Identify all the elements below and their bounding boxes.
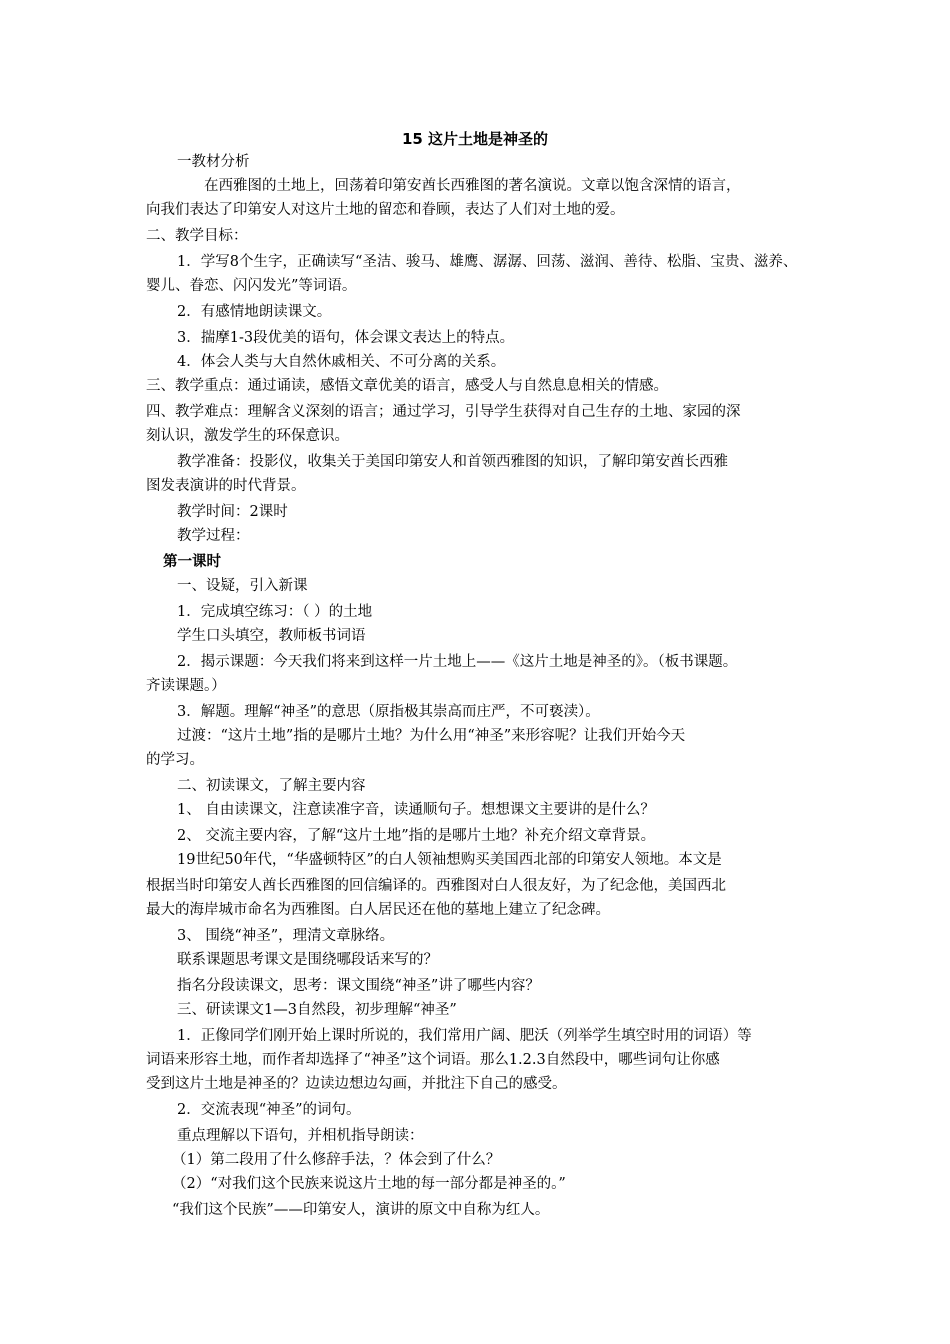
list-item: 3．解题。理解“神圣”的意思（原指极其崇高而庄严，不可亵渎）。: [177, 704, 600, 720]
list-item: 3、 围绕“神圣”，理清文章脉络。: [177, 928, 395, 944]
list-item: 1、 自由读课文，注意读准字音，读通顺句子。想想课文主要讲的是什么？: [177, 802, 655, 818]
list-item: 2．揭示课题：今天我们将来到这样一片土地上——《这片土地是神圣的》。（板书课题。: [177, 654, 738, 670]
list-item: 1．正像同学们刚开始上课时所说的，我们常用广阔、肥沃（列举学生填空时用的词语）等: [177, 1028, 752, 1044]
paragraph-line: 婴儿、眷恋、闪闪发光”等词语。: [146, 278, 357, 294]
paragraph-line: 刻认识，激发学生的环保意识。: [146, 428, 349, 444]
section-heading-focus: 三、教学重点：通过诵读，感悟文章优美的语言，感受人与自然息息相关的情感。: [146, 378, 668, 394]
section-heading-analysis: 一教材分析: [177, 154, 250, 170]
paragraph-line: 齐读课题。）: [146, 678, 226, 694]
paragraph-line: 受到这片土地是神圣的？边读边想边勾画，并批注下自己的感受。: [146, 1076, 567, 1092]
section-heading-difficulty: 四、教学难点：理解含义深刻的语言；通过学习，引导学生获得对自己生存的土地、家园的深: [146, 404, 741, 420]
paragraph-line: 根据当时印第安人酋长西雅图的回信编译的。西雅图对白人很友好，为了纪念他，美国西北: [146, 878, 726, 894]
list-item: 4．体会人类与大自然休戚相关、不可分离的关系。: [177, 354, 506, 370]
paragraph-line: 向我们表达了印第安人对这片土地的留恋和眷顾，表达了人们对土地的爱。: [146, 202, 625, 218]
paragraph-line: 在西雅图的土地上，回荡着印第安酋长西雅图的著名演说。文章以饱含深情的语言，: [204, 178, 741, 194]
paragraph-line: 重点理解以下语句，并相机指导朗读：: [177, 1128, 424, 1144]
list-item: 2．有感情地朗读课文。: [177, 304, 332, 320]
section-heading: 三、研读课文1—3自然段，初步理解“神圣”: [177, 1002, 457, 1018]
paragraph-line: 图发表演讲的时代背景。: [146, 478, 306, 494]
list-item: 1．完成填空练习：（ ）的土地: [177, 604, 373, 620]
section-heading-goals: 二、教学目标：: [146, 228, 248, 244]
paragraph-line: 指名分段读课文，思考：课文围绕“神圣”讲了哪些内容？: [177, 978, 540, 994]
list-item: （1）第二段用了什么修辞手法，？体会到了什么？: [172, 1152, 501, 1168]
section-heading: 二、初读课文，了解主要内容: [177, 778, 366, 794]
list-item: 2、 交流主要内容，了解“这片土地”指的是哪片土地？补充介绍文章背景。: [177, 828, 656, 844]
lesson-heading: 第一课时: [163, 554, 221, 570]
list-item: 2．交流表现“神圣”的词句。: [177, 1102, 361, 1118]
list-item: 1．学写8个生字，正确读写“圣洁、骏马、雄鹰、潺潺、回荡、滋润、善待、松脂、宝贵、滋养、: [177, 254, 798, 270]
paragraph-line: 词语来形容土地，而作者却选择了“神圣”这个词语。那么1.2.3自然段中，哪些词句让你感: [146, 1052, 720, 1068]
paragraph-line: 学生口头填空，教师板书词语: [177, 628, 366, 644]
section-heading: 一、设疑，引入新课: [177, 578, 308, 594]
paragraph-line: “我们这个民族”——印第安人，演讲的原文中自称为红人。: [172, 1202, 550, 1218]
paragraph-line: 教学准备：投影仪，收集关于美国印第安人和首领西雅图的知识，了解印第安酋长西雅: [177, 454, 728, 470]
paragraph-line: 联系课题思考课文是围绕哪段话来写的？: [177, 952, 438, 968]
paragraph-line: 19世纪50年代，“华盛顿特区”的白人领袖想购买美国西北部的印第安人领地。本文是: [177, 852, 722, 868]
list-item: 3．揣摩1-3段优美的语句，体会课文表达上的特点。: [177, 330, 515, 346]
paragraph-line: 的学习。: [146, 752, 204, 768]
list-item: （2）“对我们这个民族来说这片土地的每一部分都是神圣的。”: [172, 1176, 566, 1192]
paragraph-line: 教学过程：: [177, 528, 250, 544]
paragraph-line: 最大的海岸城市命名为西雅图。白人居民还在他的墓地上建立了纪念碑。: [146, 902, 610, 918]
paragraph-line: 教学时间：2课时: [177, 504, 288, 520]
paragraph-line: 过渡：“这片土地”指的是哪片土地？为什么用“神圣”来形容呢？让我们开始今天: [177, 728, 686, 744]
document-title: 15 这片土地是神圣的: [401, 130, 549, 148]
